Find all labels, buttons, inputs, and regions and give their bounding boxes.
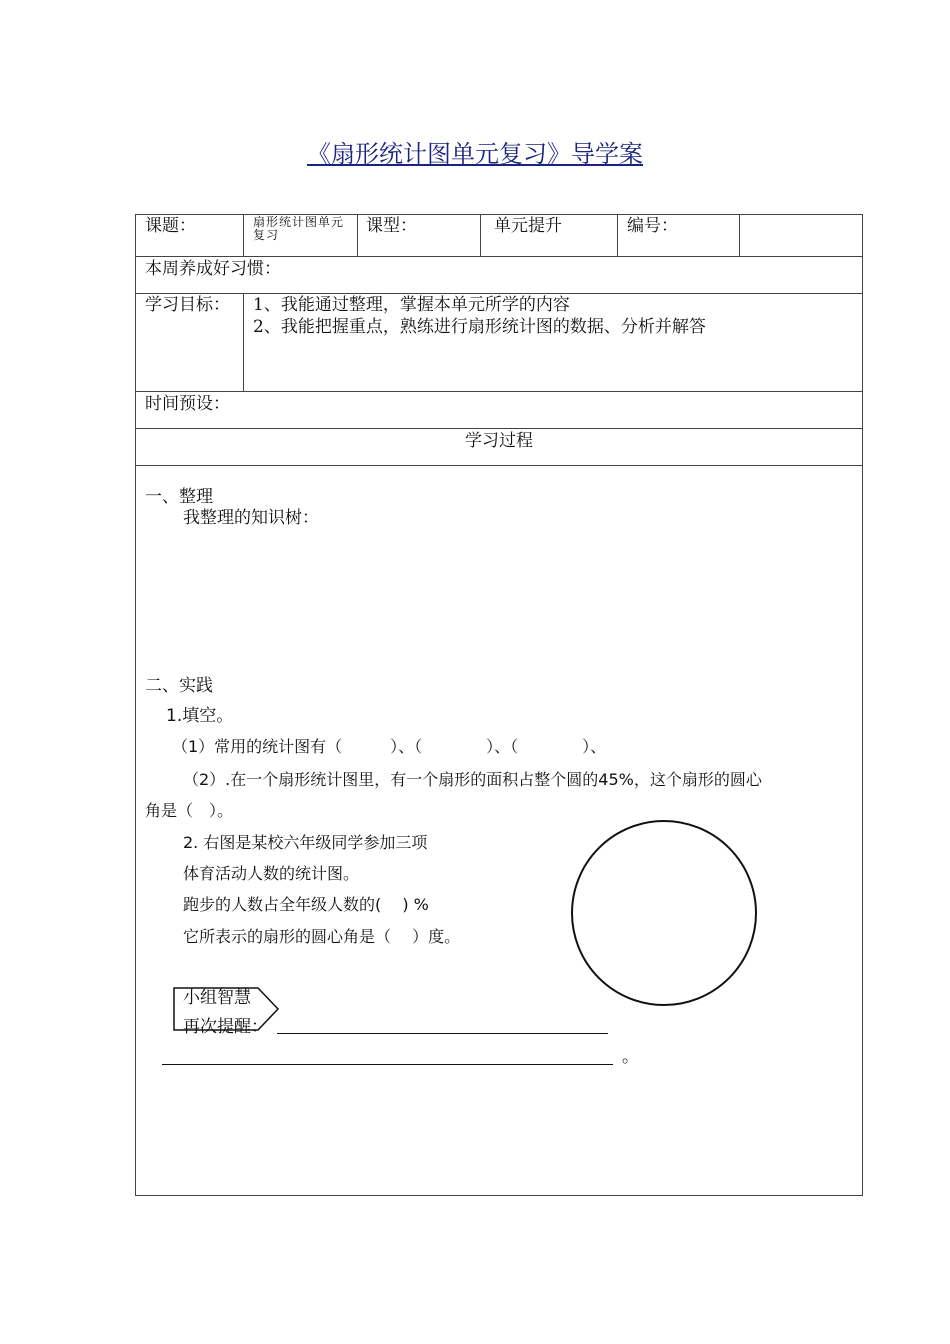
q2-line3: 跑步的人数占全年级人数的( ) % — [183, 895, 429, 914]
cell-divider — [739, 214, 740, 256]
cell-divider — [243, 214, 244, 256]
page-title: 《扇形统计图单元复习》导学案 — [307, 140, 643, 168]
reminder-label: 再次提醒： — [183, 1017, 268, 1037]
process-heading: 学习过程 — [465, 431, 533, 451]
q1-1: （1）常用的统计图有（ ）、（ ）、（ ）、 — [172, 737, 607, 756]
cell-divider — [243, 293, 244, 391]
q1-2-line2: 角是（ ）。 — [145, 801, 234, 820]
row-divider — [135, 428, 863, 429]
topic-value: 扇形统计图单元复习 — [253, 215, 345, 242]
cell-divider — [357, 214, 358, 256]
number-label: 编号： — [627, 216, 678, 236]
q1-2-line1: （2）.在一个扇形统计图里，有一个扇形的面积占整个圆的45%，这个扇形的圆心 — [183, 770, 762, 789]
time-label: 时间预设： — [145, 394, 230, 414]
habit-label: 本周养成好习惯： — [145, 259, 281, 279]
topic-label: 课题： — [145, 216, 196, 236]
cell-divider — [617, 214, 618, 256]
q2-line4: 它所表示的扇形的圆心角是（ ）度。 — [183, 927, 461, 946]
cell-divider — [480, 214, 481, 256]
type-value: 单元提升 — [494, 216, 562, 236]
reminder-tag: 小组智慧 — [183, 988, 251, 1008]
row-divider — [135, 256, 863, 257]
type-label: 课型： — [366, 216, 417, 236]
q2-line1: 2. 右图是某校六年级同学参加三项 — [183, 833, 428, 852]
section2-heading: 二、实践 — [145, 676, 213, 696]
end-mark: 。 — [622, 1047, 639, 1067]
section1-sub: 我整理的知识树： — [183, 508, 319, 528]
pie-chart-circle — [568, 817, 760, 1009]
row-divider — [135, 465, 863, 466]
goal-item: 1、我能通过整理，掌握本单元所学的内容 — [253, 295, 570, 315]
q1-heading: 1.填空。 — [166, 706, 234, 726]
goals-label: 学习目标： — [145, 295, 230, 315]
section1-heading: 一、整理 — [145, 487, 213, 507]
worksheet-table — [135, 214, 863, 1196]
answer-line — [277, 1033, 608, 1034]
q2-line2: 体育活动人数的统计图。 — [183, 864, 360, 883]
row-divider — [135, 391, 863, 392]
goal-item: 2、我能把握重点，熟练进行扇形统计图的数据、分析并解答 — [253, 317, 706, 337]
answer-line — [162, 1064, 613, 1065]
